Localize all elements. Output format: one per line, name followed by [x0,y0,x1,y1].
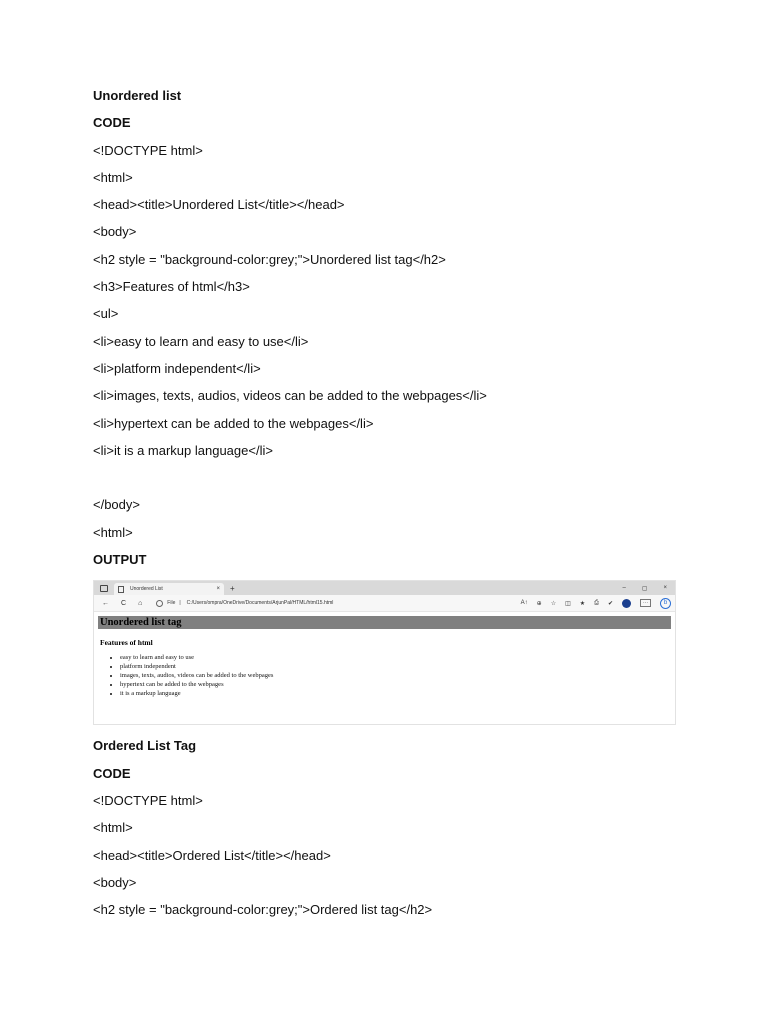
code-line: <head><title>Ordered List</title></head> [93,847,331,863]
code-line: <!DOCTYPE html> [93,792,203,808]
close-icon: × [663,584,667,591]
extensions-icon: ✔ [607,600,613,607]
code-line: </body> [93,497,140,513]
more-icon: ··· [640,599,651,607]
zoom-icon: ⊕ [536,600,542,607]
code-line: <head><title>Unordered List</title></head> [93,197,345,213]
code-line: <html> [93,820,133,836]
rendered-h2: Unordered list tag [98,616,671,629]
code-line: <h3>Features of html</h3> [93,279,250,295]
browser-tab [114,583,224,595]
minimize-icon: – [622,584,626,591]
browser-url: C:/Users/ompra/OneDrive/Documents/ArjunPal/HTML/html15.html [186,600,334,607]
back-icon: ← [102,599,109,607]
section1-output-label: OUTPUT [93,552,147,568]
list-item: • easy to learn and easy to use [120,653,671,662]
code-line: <!DOCTYPE html> [93,142,203,158]
site-info-label: File [167,600,176,607]
section2-code-block [93,787,693,923]
page-icon [118,586,124,593]
separator: | [179,600,181,607]
list-item: • hypertext can be added to the webpages [120,680,671,689]
section2-heading: Ordered List Tag [93,738,197,754]
section1-heading: Unordered list [93,88,182,103]
code-line: <li>platform independent</li> [93,360,261,376]
section2-code-label: CODE [93,765,131,781]
rendered-list [98,653,671,698]
collections-icon: ⎙ [594,599,599,606]
browser-output-screenshot [93,580,676,725]
window-menu-icon [100,585,108,592]
code-line: <html> [93,524,133,540]
code-line: <li>images, texts, audios, videos can be added to the webpages</li> [93,388,487,404]
code-line: <h2 style = "background-color:grey;">Unordered list tag</h2> [93,251,446,267]
favorites-icon: ★ [579,600,586,607]
restore-icon: ▢ [641,585,648,592]
tab-close-icon: × [216,586,220,593]
list-item: • it is a markup language [120,689,671,698]
code-line: <html> [93,169,133,185]
browser-tab-title: Unordered List [130,586,163,593]
home-icon: ⌂ [138,599,143,607]
code-line: <li>it is a markup language</li> [93,442,273,458]
code-line: <ul> [93,306,119,322]
code-line: <li>easy to learn and easy to use</li> [93,333,309,349]
read-aloud-icon: A↑ [520,600,528,607]
site-info [156,600,180,607]
rendered-h3: Features of html [100,638,153,648]
browser-tab-bar [94,581,675,595]
reload-icon: C [121,599,127,607]
code-line: <body> [93,224,137,240]
browser-address-bar [94,595,675,612]
rendered-page [94,612,675,698]
section1-code-label: CODE [93,115,131,131]
code-line: <li>hypertext can be added to the webpages</li> [93,415,374,431]
window-controls [622,585,675,592]
code-line: <h2 style = "background-color:grey;">Ordered list tag</h2> [93,902,433,918]
document-page [93,82,693,923]
code-line: <body> [93,874,137,890]
info-icon [156,600,163,607]
browser-nav [102,600,142,607]
favorite-icon: ☆ [550,600,557,607]
profile-avatar [622,599,631,608]
list-item: • images, texts, audios, videos can be added to the webpages [120,671,671,680]
browser-toolbar [521,598,675,609]
split-screen-icon: ◫ [565,600,571,607]
blank-line [93,464,693,491]
list-item: • platform independent [120,662,671,671]
new-tab-icon: + [230,583,235,593]
section1-code-block [93,137,693,546]
bing-icon: b [660,598,671,609]
